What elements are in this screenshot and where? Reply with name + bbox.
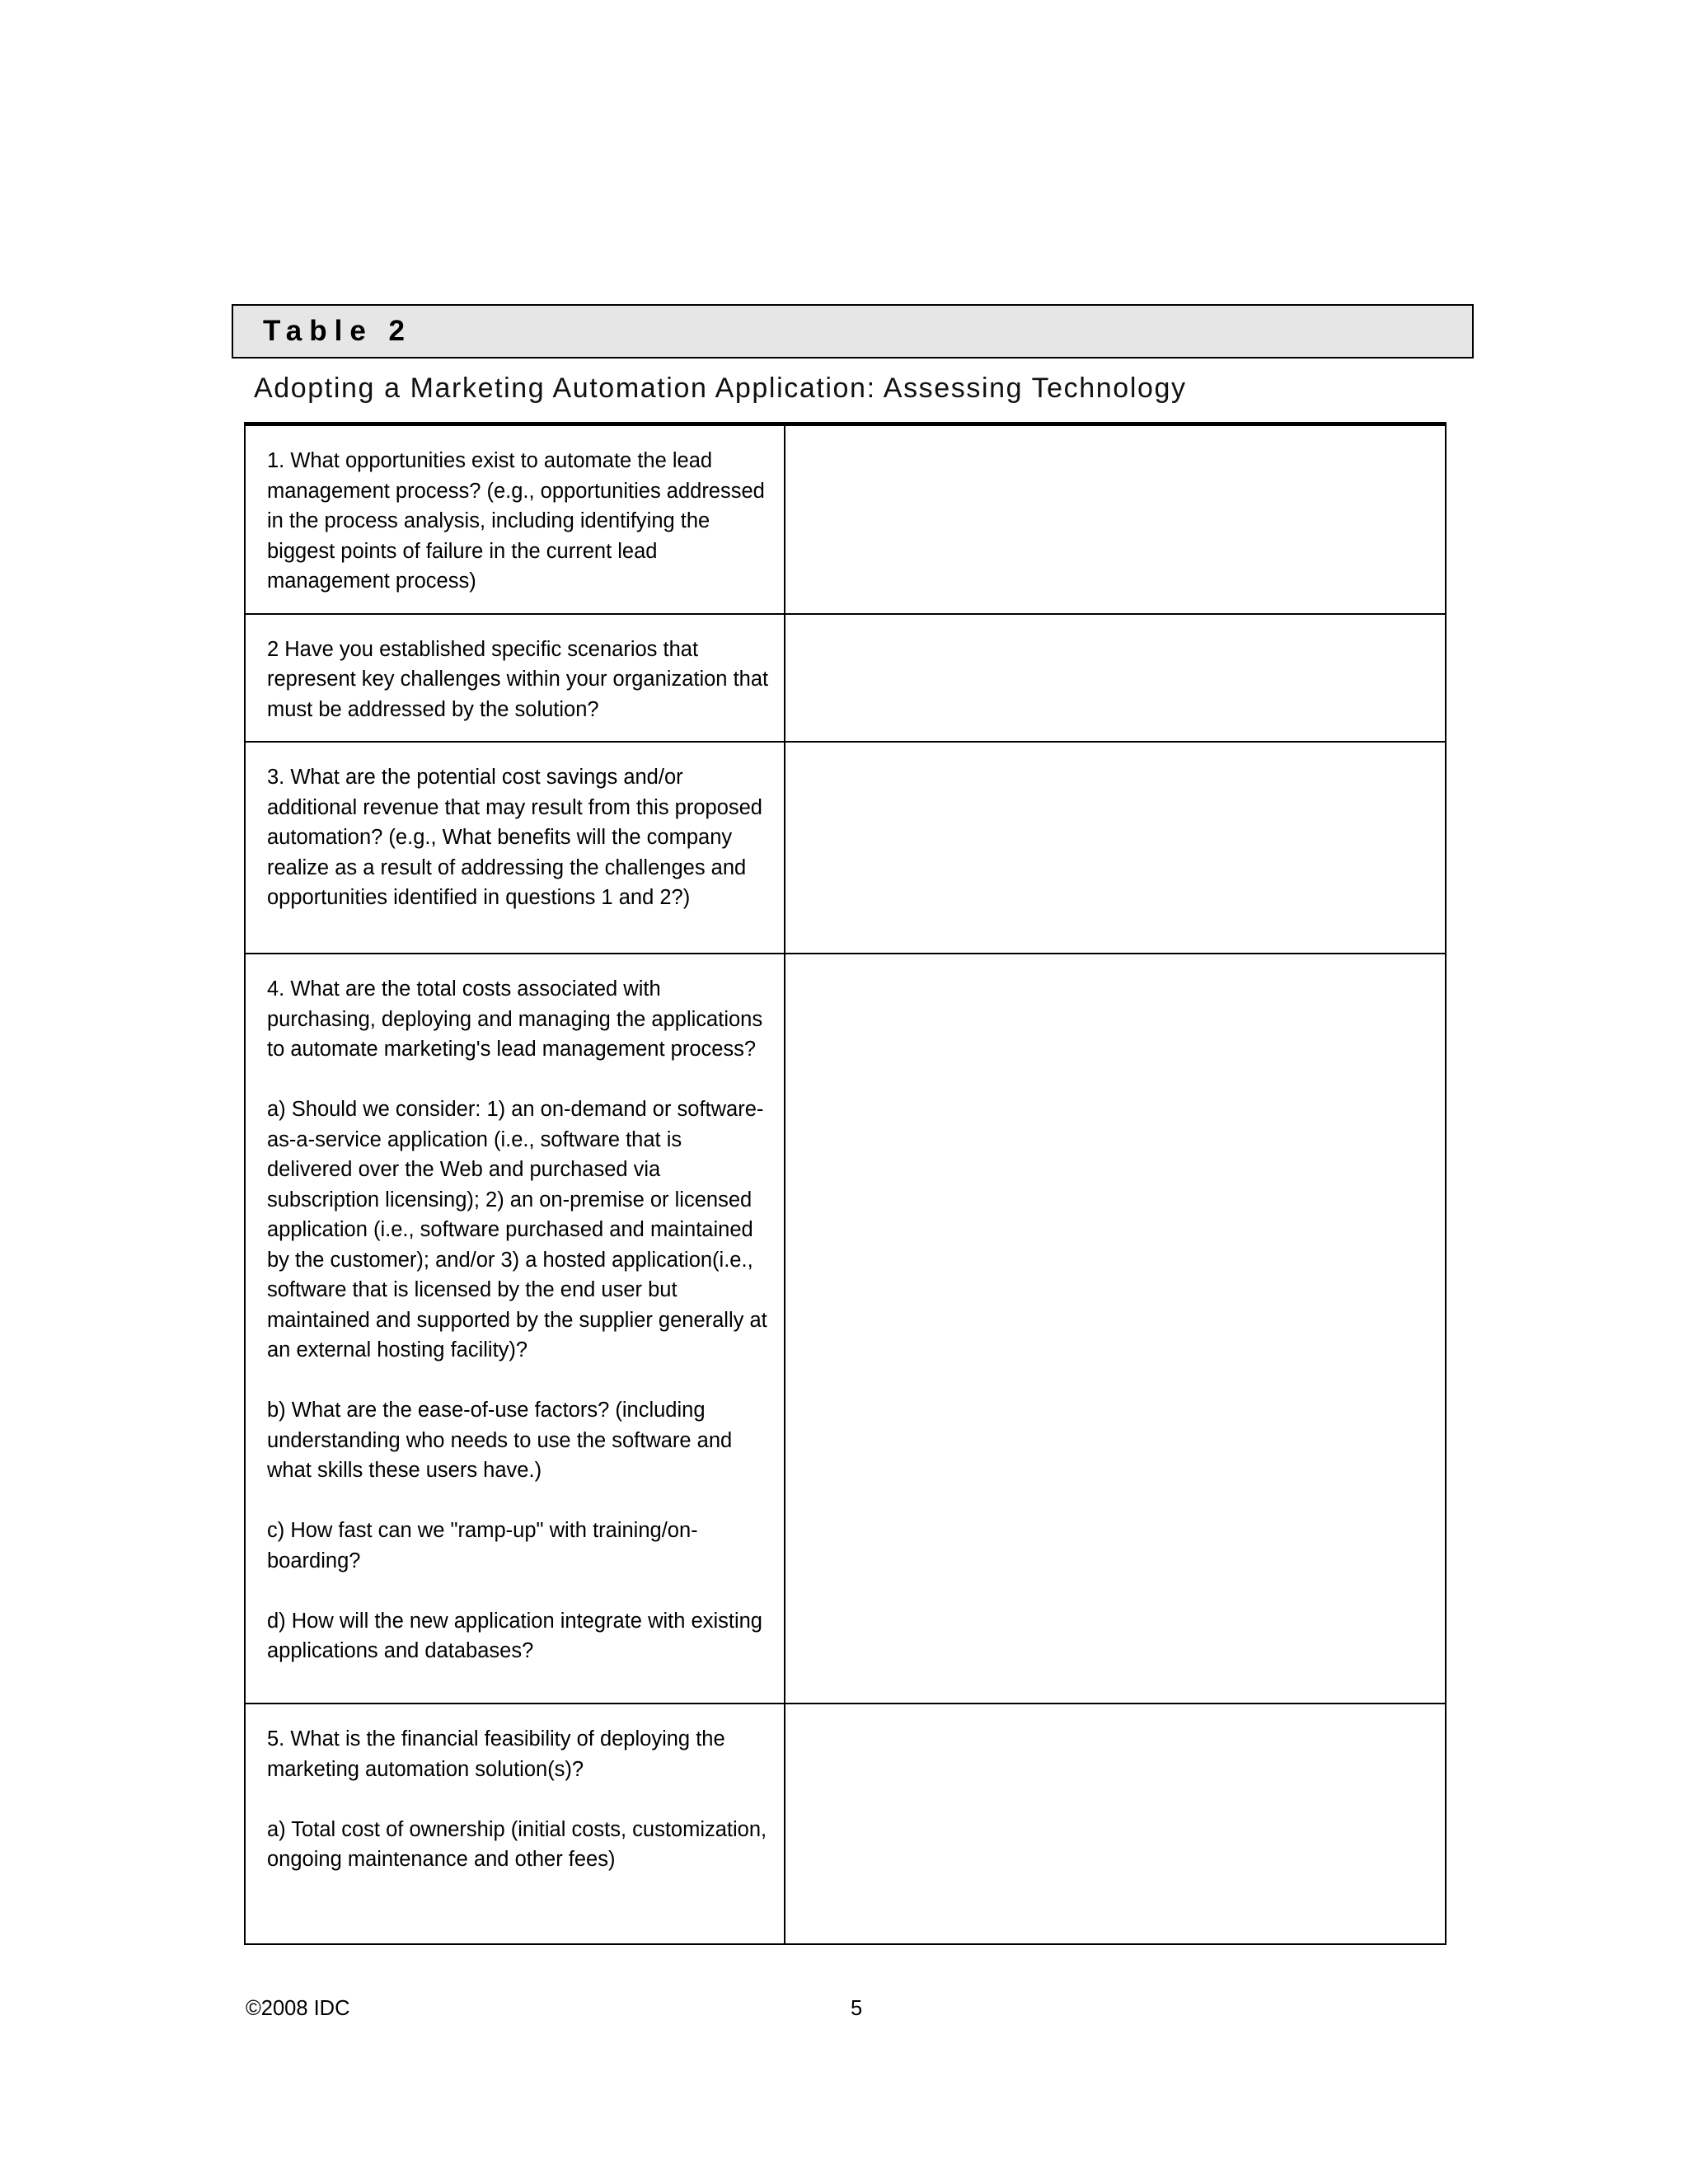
answer-cell[interactable] [785,954,1446,1704]
question-text: 3. What are the potential cost savings and/or additional revenue that may result from this proposed automation? (e.g., What benefits will the company realize as a result of addressing the challenges and opportunities identified in questions 1 and 2?) [267,766,762,909]
table-label-box [232,304,1474,359]
table-row [245,614,1446,743]
table-row [245,1704,1446,1944]
table-row [245,424,1446,614]
sub-question-text: b) What are the ease-of-use factors? (including understanding who needs to use the software and what skills these users have.) [267,1399,733,1482]
question-cell [245,424,785,614]
question-text: 1. What opportunities exist to automate the lead management process? (e.g., opportunities addressed in the process analysis, including identifying the biggest points of failure in the current lead management process) [267,449,765,593]
sub-question-text: a) Total cost of ownership (initial costs, customization, ongoing maintenance and other fees) [267,1817,767,1871]
footer-copyright: ©2008 IDC [246,1997,350,2020]
question-text: 4. What are the total costs associated with purchasing, deploying and managing the applications to automate marketing's lead management process? [267,977,763,1061]
question-cell [245,954,785,1704]
answer-cell[interactable] [785,742,1446,954]
answer-cell[interactable] [785,614,1446,743]
table-title: Adopting a Marketing Automation Application: Assessing Technology [254,373,1187,404]
question-text: 2 Have you established specific scenarios that represent key challenges within your organization that must be addressed by the solution? [267,637,769,721]
table-row [245,742,1446,954]
question-text: 5. What is the financial feasibility of deploying the marketing automation solution(s)? [267,1727,725,1781]
assessment-table [244,422,1447,1945]
page-number: 5 [851,1997,863,2020]
answer-cell[interactable] [785,1704,1446,1944]
table-label: Table 2 [263,315,413,347]
answer-cell[interactable] [785,424,1446,614]
sub-question-text: a) Should we consider: 1) an on-demand or software-as-a-service application (i.e., software that is delivered over the Web and purchased via subscription licensing); 2) an on-premise or licensed application (i.e., software purchased and maintained by the customer); and/or 3) a hosted application(i.e., software that is licensed by the end user but maintained and supported by the supplier generally at an external hosting facility)? [267,1098,767,1361]
question-cell [245,742,785,954]
sub-question-text: c) How fast can we "ramp-up" with training/on-boarding? [267,1519,698,1572]
sub-question-text: d) How will the new application integrate with existing applications and databases? [267,1609,762,1662]
table-row [245,954,1446,1704]
question-cell [245,1704,785,1944]
question-cell [245,614,785,743]
